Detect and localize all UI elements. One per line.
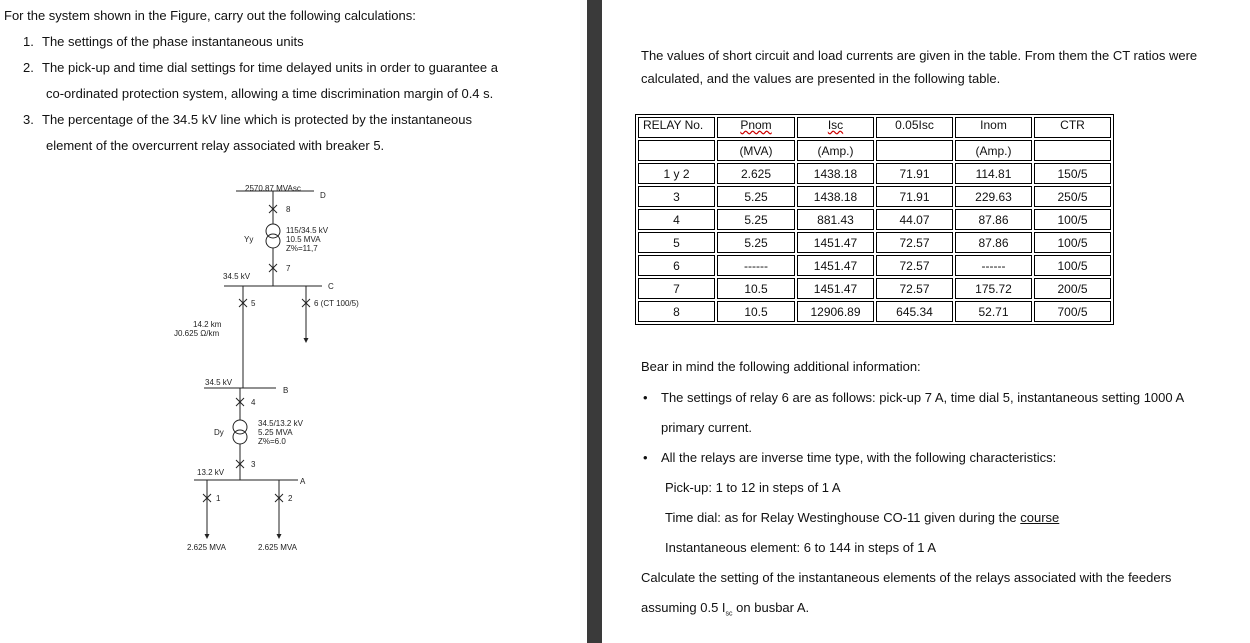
item-3-text-cont: element of the overcurrent relay associated with breaker 5. [46, 138, 385, 153]
table-cell: 100/5 [1034, 255, 1111, 276]
item-2-text-cont: co-ordinated protection system, allowing a time discrimination margin of 0.4 s. [46, 86, 494, 101]
table-cell: 114.81 [955, 163, 1032, 184]
course-link[interactable]: course [1020, 510, 1060, 525]
t1-connection-label: Yy [244, 235, 254, 244]
table-cell: 1438.18 [797, 163, 874, 184]
bullet-2-marker: • [643, 450, 648, 465]
load-6-arrow [304, 338, 309, 343]
table-row [638, 255, 1111, 276]
table-header-units-row [638, 140, 1111, 161]
table-cell: 7 [638, 278, 715, 299]
header-pnom [717, 117, 795, 138]
breaker-8-label: 8 [286, 205, 291, 214]
breaker-1-label: 1 [216, 494, 221, 503]
intro-text: For the system shown in the Figure, carry out the following calculations: [4, 8, 416, 23]
bus-a-label: A [300, 477, 306, 486]
table-cell: 72.57 [876, 232, 953, 253]
table-cell: 1451.47 [797, 278, 874, 299]
table-cell: 200/5 [1034, 278, 1111, 299]
table-cell: 5.25 [717, 209, 795, 230]
source-mva-label: 2570.87 MVAsc [245, 184, 301, 193]
table-row [638, 232, 1111, 253]
pickup-text: Pick-up: 1 to 12 in steps of 1 A [665, 480, 841, 495]
bus-345-label: 34.5 kV [223, 272, 251, 281]
header-unit-cell [1034, 140, 1111, 161]
table-cell: 87.86 [955, 209, 1032, 230]
header-unit-cell: (MVA) [717, 140, 795, 161]
table-cell: 5.25 [717, 186, 795, 207]
relay-data-table [635, 114, 1114, 325]
breaker-5-label: 5 [251, 299, 256, 308]
t2-z-label: Z%=6.0 [258, 437, 286, 446]
table-cell: 881.43 [797, 209, 874, 230]
table-cell: 5.25 [717, 232, 795, 253]
item-3-number: 3. [23, 112, 34, 127]
item-1-text: The settings of the phase instantaneous units [42, 34, 304, 49]
breaker-3-label: 3 [251, 460, 256, 469]
breaker-2-label: 2 [288, 494, 293, 503]
intro-para-line2: calculated, and the values are presented in the following table. [641, 71, 1001, 86]
bullet-1-line2: primary current. [661, 420, 753, 435]
table-cell: 4 [638, 209, 715, 230]
table-cell: 1451.47 [797, 255, 874, 276]
header-pnom-text: Pnom [740, 118, 772, 132]
assume-suffix: on busbar A. [732, 600, 810, 615]
table-cell: 44.07 [876, 209, 953, 230]
header-inom: Inom [955, 117, 1032, 138]
load-1-arrow [205, 534, 210, 539]
header-unit-cell [876, 140, 953, 161]
table-cell: 700/5 [1034, 301, 1111, 322]
table-header-row [638, 117, 1111, 138]
header-relay-no: RELAY No. [638, 117, 715, 138]
timedial-text [665, 510, 1059, 526]
item-1-number: 1. [23, 34, 34, 49]
table-cell: 3 [638, 186, 715, 207]
table-cell: 2.625 [717, 163, 795, 184]
table-cell: 71.91 [876, 186, 953, 207]
table-row [638, 163, 1111, 184]
t1-ratio-label: 115/34.5 kV [286, 226, 329, 235]
bus-b-label: B [283, 386, 289, 395]
t2-connection-label: Dy [214, 428, 224, 437]
table-cell: 100/5 [1034, 209, 1111, 230]
table-cell: 12906.89 [797, 301, 874, 322]
header-isc-text: Isc [827, 118, 844, 132]
table-cell: 150/5 [1034, 163, 1111, 184]
table-cell: 229.63 [955, 186, 1032, 207]
header-isc [797, 117, 874, 138]
breaker-6-label: 6 (CT 100/5) [314, 299, 359, 308]
item-3-text: The percentage of the 34.5 kV line which is protected by the instantaneous [42, 112, 472, 127]
header-005isc: 0.05Isc [876, 117, 953, 138]
table-row [638, 209, 1111, 230]
load-2-arrow [277, 534, 282, 539]
table-row [638, 278, 1111, 299]
table-cell: 5 [638, 232, 715, 253]
calculate-text: Calculate the setting of the instantaneous elements of the relays associated with the feeders [641, 570, 1172, 585]
bus-132-label: 13.2 kV [197, 468, 225, 477]
bus-c-label: C [328, 282, 334, 291]
table-cell: 72.57 [876, 278, 953, 299]
t1-mva-label: 10.5 MVA [286, 235, 321, 244]
table-cell: 175.72 [955, 278, 1032, 299]
table-cell: 1438.18 [797, 186, 874, 207]
breaker-4-label: 4 [251, 398, 256, 407]
table-row [638, 301, 1111, 322]
header-unit-cell: (Amp.) [797, 140, 874, 161]
bullet-2-text: All the relays are inverse time type, with the following characteristics: [661, 450, 1057, 465]
breaker-7-label: 7 [286, 264, 291, 273]
item-2-number: 2. [23, 60, 34, 75]
t1-z-label: Z%=11,7 [286, 244, 318, 253]
table-cell: 6 [638, 255, 715, 276]
bullet-1-marker: • [643, 390, 648, 405]
table-cell: 87.86 [955, 232, 1032, 253]
header-unit-cell [638, 140, 715, 161]
item-2-text: The pick-up and time dial settings for time delayed units in order to guarantee a [42, 60, 498, 75]
transformer-1-secondary [266, 234, 280, 248]
assume-subscript: sc [725, 610, 733, 618]
assume-prefix: assuming 0.5 I [641, 600, 726, 615]
table-row [638, 186, 1111, 207]
bus-345b-label: 34.5 kV [205, 378, 233, 387]
intro-para-line1: The values of short circuit and load currents are given in the table. From them the CT ratios were [641, 48, 1198, 63]
load-2-label: 2.625 MVA [258, 543, 297, 552]
bus-d-label: D [320, 191, 326, 200]
t2-ratio-label: 34.5/13.2 kV [258, 419, 303, 428]
table-cell: 10.5 [717, 278, 795, 299]
instantaneous-text: Instantaneous element: 6 to 144 in steps of 1 A [665, 540, 937, 555]
header-unit-cell: (Amp.) [955, 140, 1032, 161]
table-cell: 10.5 [717, 301, 795, 322]
line-length-label: 14.2 km [193, 320, 222, 329]
table-cell: 1 y 2 [638, 163, 715, 184]
table-cell: 1451.47 [797, 232, 874, 253]
table-cell: 72.57 [876, 255, 953, 276]
header-ctr: CTR [1034, 117, 1111, 138]
table-cell: 52.71 [955, 301, 1032, 322]
table-cell: ------ [717, 255, 795, 276]
bullet-1-line1: The settings of relay 6 are as follows: pick-up 7 A, time dial 5, instantaneous setting 1000 A [661, 390, 1185, 405]
table-cell: 100/5 [1034, 232, 1111, 253]
t2-mva-label: 5.25 MVA [258, 428, 293, 437]
assume-text [641, 600, 809, 623]
table-cell: 8 [638, 301, 715, 322]
bear-in-mind-text: Bear in mind the following additional information: [641, 359, 921, 374]
table-cell: 250/5 [1034, 186, 1111, 207]
table-cell: 71.91 [876, 163, 953, 184]
timedial-prefix: Time dial: as for Relay Westinghouse CO-11 given during the [665, 510, 1021, 525]
table-cell: ------ [955, 255, 1032, 276]
table-cell: 645.34 [876, 301, 953, 322]
load-1-label: 2.625 MVA [187, 543, 226, 552]
line-impedance-label: J0.625 Ω/km [174, 329, 220, 338]
page-divider [587, 0, 602, 643]
transformer-2-secondary [233, 430, 247, 444]
